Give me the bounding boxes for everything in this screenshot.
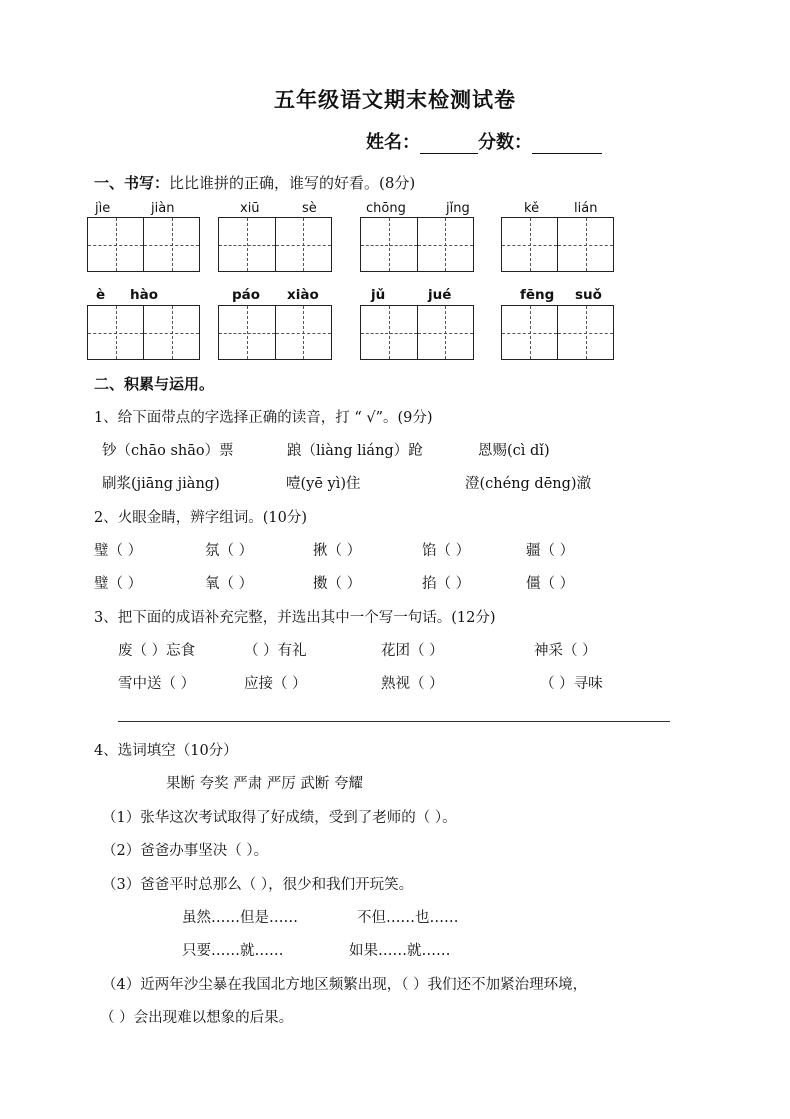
pinyin-label: chōng	[366, 201, 406, 216]
name-field[interactable]	[420, 135, 478, 154]
q3-item: （ ）寻味	[540, 676, 603, 692]
q1-item: 钞（chāo shāo）票	[102, 443, 234, 459]
pinyin-label: sè	[302, 201, 317, 216]
q2-item: 馅（ ）	[422, 543, 471, 559]
conjunction-option: 虽然……但是……	[182, 910, 298, 926]
q2-item: 氧（ ）	[205, 576, 254, 592]
writing-grid[interactable]	[501, 217, 614, 272]
writing-grid[interactable]	[87, 217, 200, 272]
writing-grid[interactable]	[501, 305, 614, 360]
q2-item: 揪（ ）	[313, 543, 362, 559]
q2-item: 璧（ ）	[94, 543, 143, 559]
q4-sentence: （ ）会出现难以想象的后果。	[100, 1010, 294, 1026]
writing-grid[interactable]	[218, 305, 332, 360]
writing-grid[interactable]	[218, 217, 332, 272]
pinyin-label: jǔ	[371, 287, 386, 303]
q3-item: 雪中送（ ）	[118, 676, 196, 692]
q3-item: 应接（ ）	[244, 676, 307, 692]
pinyin-label: è	[96, 287, 106, 303]
writing-grid[interactable]	[360, 217, 474, 272]
writing-grid[interactable]	[87, 305, 200, 360]
pinyin-label: xiū	[240, 201, 260, 216]
q1-item: 噎(yē yì)住	[286, 476, 361, 492]
q4-sentence: （4）近两年沙尘暴在我国北方地区频繁出现，（ ）我们还不加紧治理环境，	[102, 977, 588, 993]
section-1-title: 一、书写：	[94, 174, 170, 192]
section-1-instruction: 比比谁拼的正确，谁写的好看。(8分)	[169, 174, 416, 192]
q4-sentence: （3）爸爸平时总那么（ ），很少和我们开玩笑。	[102, 877, 414, 893]
pinyin-label: jué	[428, 287, 452, 303]
pinyin-label: jìe	[95, 201, 111, 216]
pinyin-label: xiào	[287, 287, 319, 303]
q2-item: 疆（ ）	[526, 543, 575, 559]
q1-item: 踉（liàng liáng）跄	[287, 443, 423, 459]
q3-item: （ ）有礼	[244, 643, 307, 659]
conjunction-option: 只要……就……	[182, 943, 284, 959]
section-2-heading: 二、积累与运用。	[94, 375, 215, 393]
q4-sentence: （2）爸爸办事坚决（ ）。	[102, 843, 269, 859]
page-title: 五年级语文期末检测试卷	[274, 87, 516, 112]
section-1-heading	[94, 172, 415, 193]
question-2-text: 2、火眼金睛，辨字组词。(10分)	[94, 510, 307, 526]
q2-item: 擞（ ）	[313, 576, 362, 592]
q3-item: 花团（ ）	[381, 643, 444, 659]
q3-item: 废（ ）忘食	[118, 643, 196, 659]
conjunction-option: 如果……就……	[349, 943, 451, 959]
score-field[interactable]	[532, 135, 602, 154]
q2-item: 璧（ ）	[94, 576, 143, 592]
q1-item: 恩赐(cì dǐ)	[478, 443, 550, 459]
q4-sentence: （1）张华这次考试取得了好成绩，受到了老师的（ ）。	[102, 810, 457, 826]
name-score-line	[366, 128, 602, 154]
pinyin-label: lián	[574, 201, 598, 216]
pinyin-label: jǐng	[446, 201, 470, 216]
score-label: 分数：	[478, 132, 532, 153]
pinyin-label: suǒ	[575, 287, 602, 303]
question-3-text: 3、把下面的成语补充完整，并选出其中一个写一句话。(12分)	[94, 610, 496, 626]
q1-item: 澄(chéng dēng)澈	[465, 476, 592, 492]
q3-item: 神采（ ）	[534, 643, 597, 659]
q1-item: 刷浆(jiāng jiàng)	[102, 476, 220, 492]
q3-item: 熟视（ ）	[381, 676, 444, 692]
q2-item: 僵（ ）	[526, 576, 575, 592]
conjunction-option: 不但……也……	[357, 910, 459, 926]
pinyin-label: páo	[232, 287, 261, 303]
pinyin-label: jiàn	[151, 201, 175, 216]
writing-grid[interactable]	[360, 305, 474, 360]
pinyin-label: kě	[524, 201, 540, 216]
q2-item: 氛（ ）	[205, 543, 254, 559]
question-4-text: 4、选词填空（10分）	[94, 743, 238, 759]
question-1-text: 1、给下面带点的字选择正确的读音，打 “ √”。(9分)	[94, 410, 433, 426]
q2-item: 掐（ ）	[422, 576, 471, 592]
pinyin-label: fēng	[520, 287, 555, 303]
name-label: 姓名：	[366, 132, 420, 153]
pinyin-label: hào	[130, 287, 158, 303]
word-bank: 果断 夸奖 严肃 严厉 武断 夸耀	[166, 776, 364, 792]
sentence-writing-line[interactable]	[118, 721, 670, 722]
